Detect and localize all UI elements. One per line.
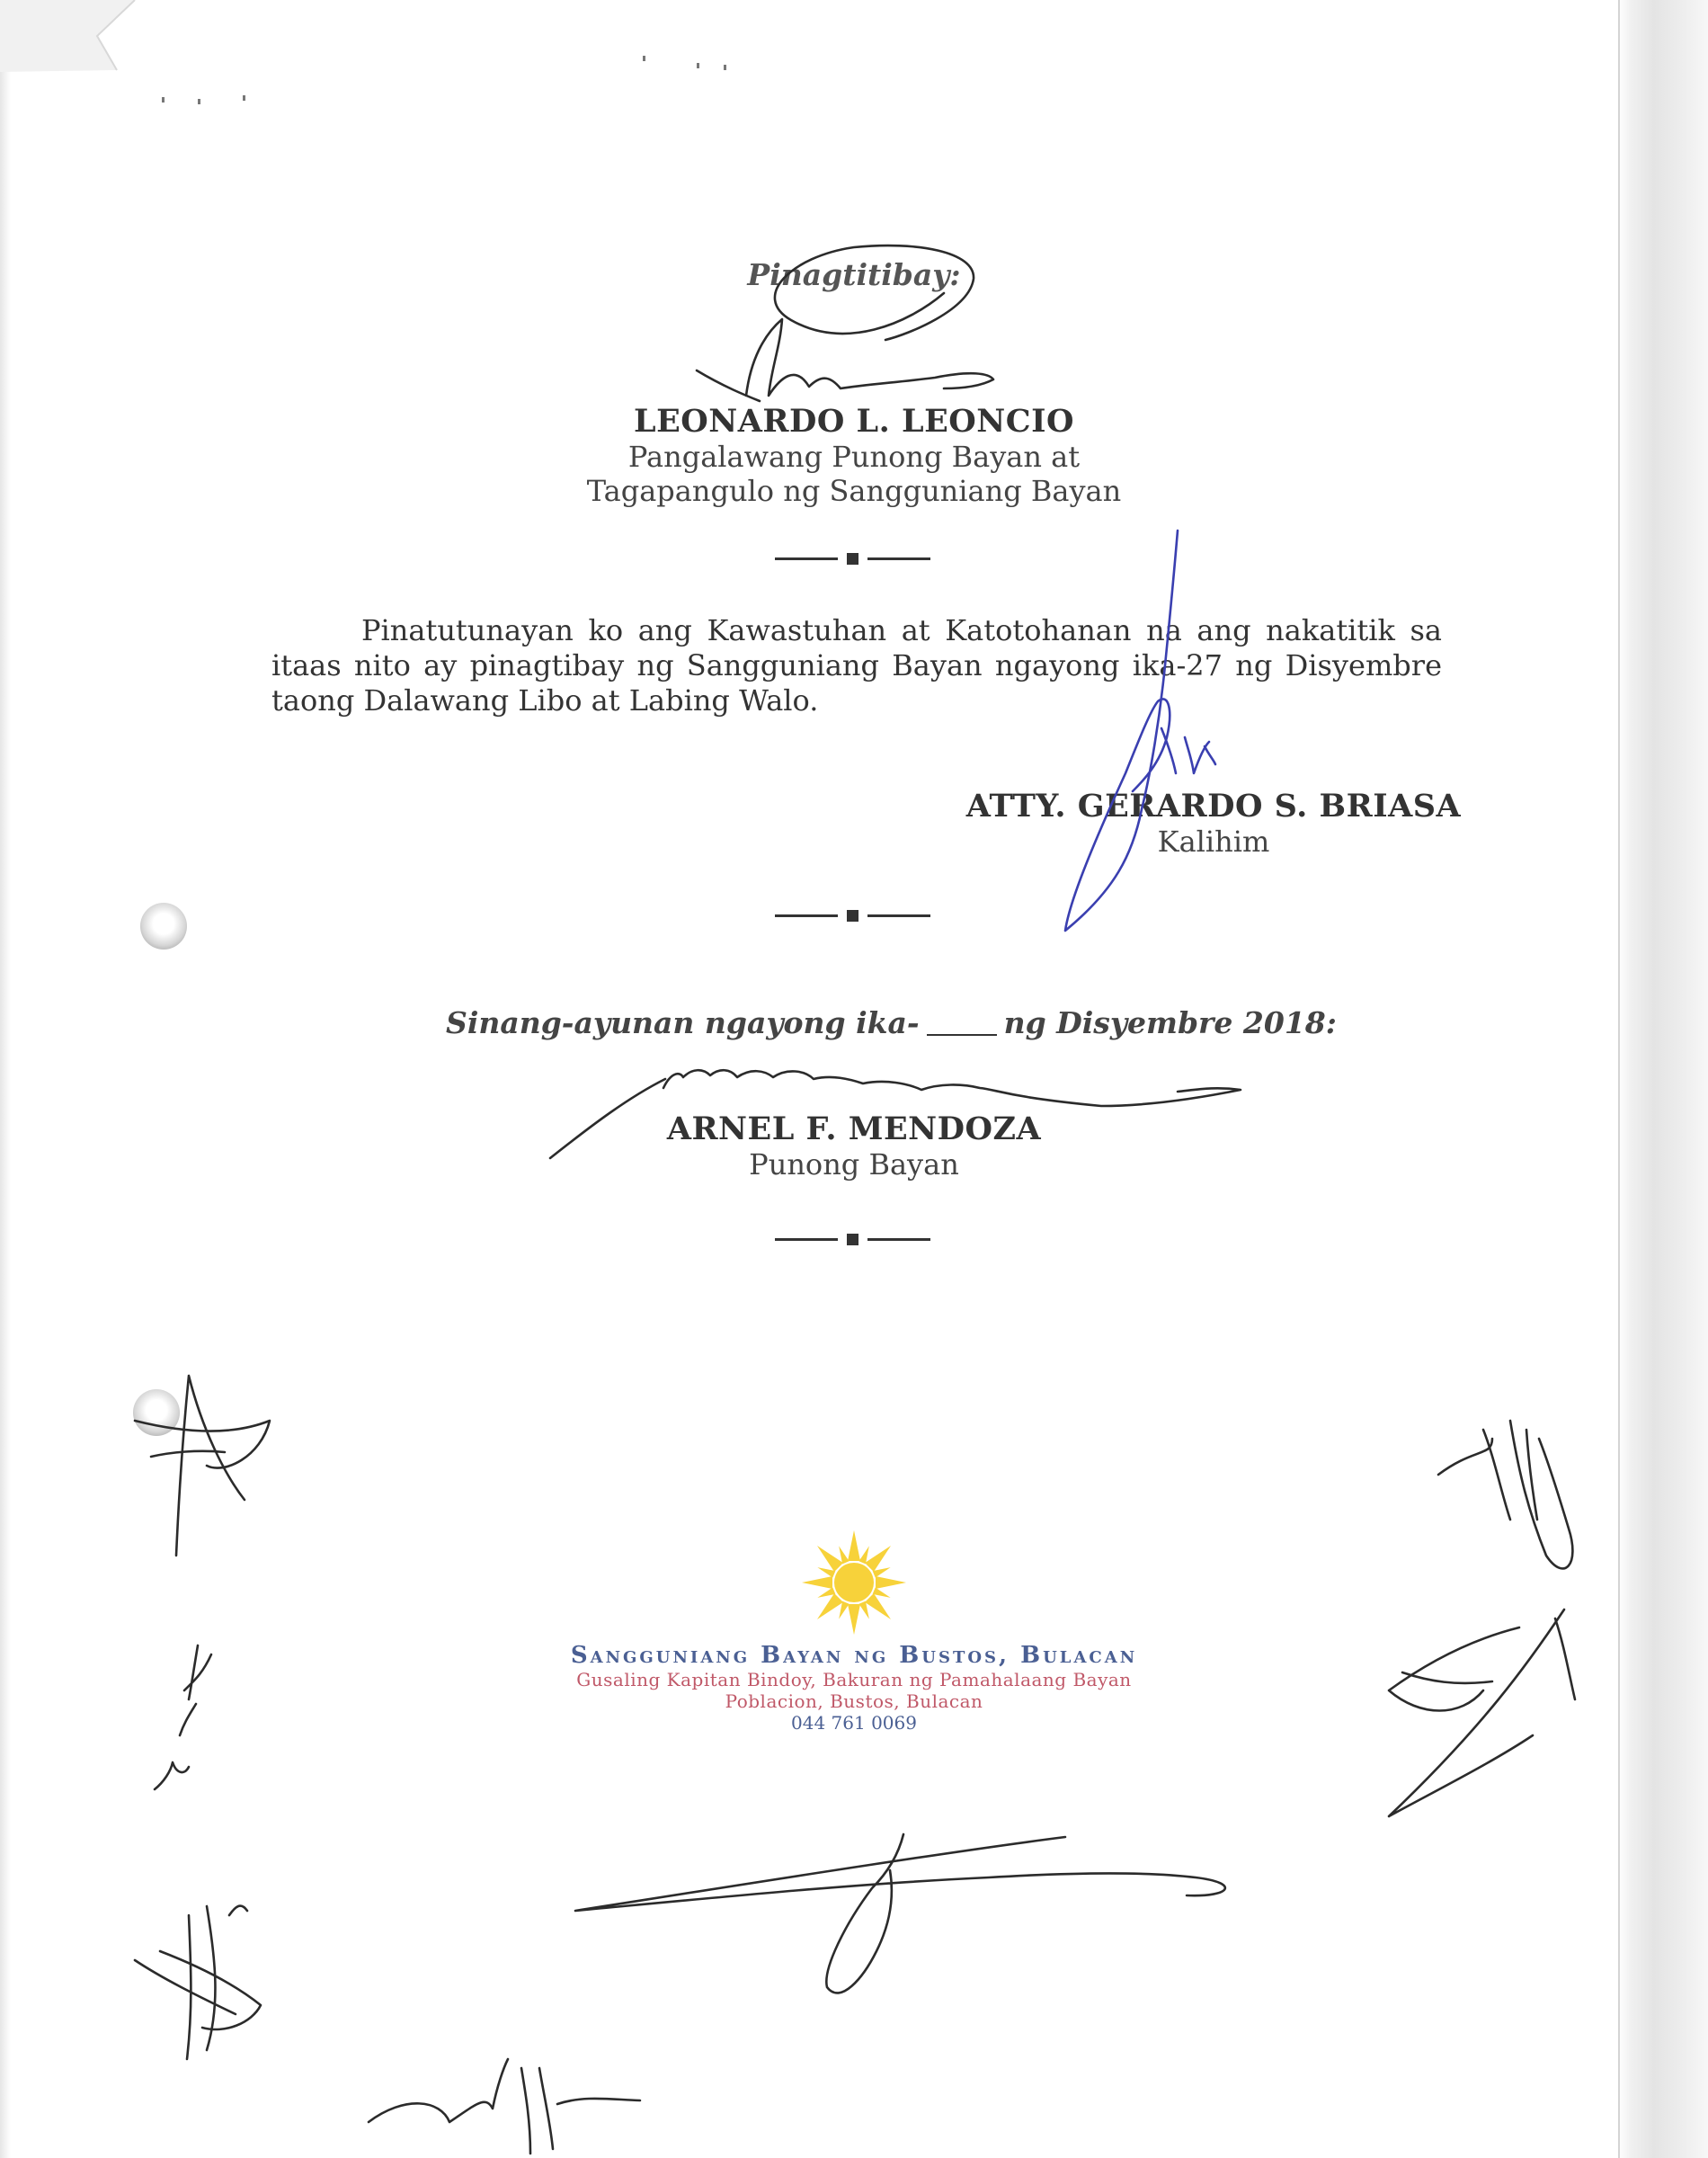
scan-specks	[153, 54, 782, 108]
margin-signature	[369, 2059, 640, 2154]
secretary-title: Kalihim	[1157, 825, 1270, 859]
section-divider	[775, 1234, 930, 1245]
bottom-signature	[575, 1834, 1225, 1993]
mayor-name: ARNEL F. MENDOZA	[666, 1110, 1042, 1147]
margin-signature	[135, 1906, 261, 2059]
paper-right-edge	[1618, 0, 1708, 2158]
margin-signature	[1438, 1421, 1572, 1568]
margin-signature	[155, 1645, 211, 1789]
approval-label: Pinagtitibay:	[747, 257, 961, 292]
letterhead-footer	[494, 1529, 1214, 1734]
vice-mayor-title-line2: Tagapangulo ng Sangguniang Bayan	[586, 474, 1122, 508]
address-line2: Poblacion, Bustos, Bulacan	[725, 1690, 983, 1712]
paper-left-edge	[0, 0, 11, 2158]
day-blank-line	[927, 1034, 997, 1036]
secretary-signature	[1065, 531, 1215, 931]
margin-signature	[1389, 1610, 1575, 1816]
organization-name: Sangguniang Bayan ng Bustos, Bulacan	[570, 1642, 1138, 1669]
mayor-title: Punong Bayan	[749, 1147, 959, 1182]
secretary-name: ATTY. GERARDO S. BRIASA	[965, 788, 1462, 825]
folded-corner	[0, 0, 153, 72]
approval-block	[494, 257, 1214, 292]
punch-hole	[140, 903, 187, 950]
sun-icon	[800, 1529, 908, 1636]
punch-hole	[133, 1389, 180, 1436]
secretary-signatory	[899, 788, 1528, 859]
section-divider	[775, 910, 930, 922]
vice-mayor-title-line1: Pangalawang Punong Bayan at	[627, 440, 1081, 474]
phone-number: 044 761 0069	[791, 1712, 917, 1734]
section-divider	[775, 553, 930, 565]
mayor-signatory	[494, 1110, 1214, 1182]
approval-signatory	[494, 403, 1214, 508]
vice-mayor-signature-strokes	[697, 319, 993, 401]
concurrence-label: Sinang-ayunan ngayong ika- ng Disyembre 2018:	[446, 1005, 1337, 1040]
vice-mayor-name: LEONARDO L. LEONCIO	[634, 403, 1074, 440]
address-line1: Gusaling Kapitan Bindoy, Bakuran ng Pamahalaang Bayan	[576, 1669, 1132, 1690]
certification-paragraph: Pinatutunayan ko ang Kawastuhan at Katotohanan na ang nakatitik sa itaas nito ay pinagtibay ng Sangguniang Bayan ngayong ika-27 ng Disyembre taong Dalawang Libo at Labing Walo.	[271, 613, 1442, 718]
